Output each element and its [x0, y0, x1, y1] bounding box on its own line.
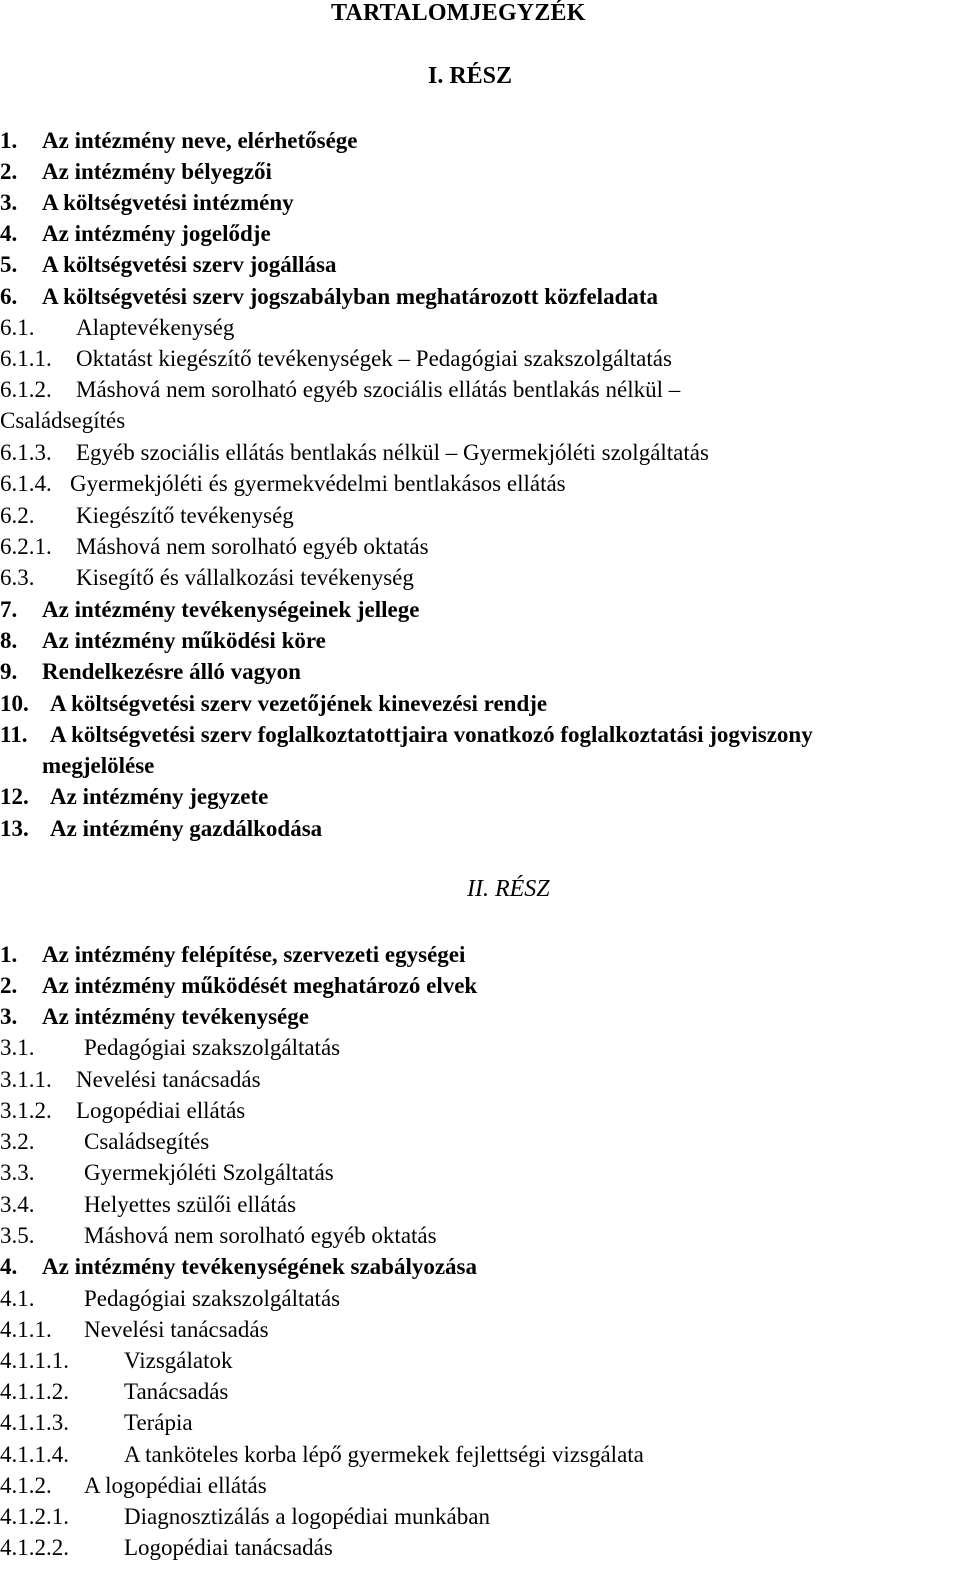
toc-entry-title: Az intézmény tevékenysége [42, 1004, 309, 1029]
toc-entry-title: Logopédiai tanácsadás [124, 1535, 333, 1560]
toc-entry-title: Helyettes szülői ellátás [84, 1192, 297, 1217]
toc-entry-title: Diagnosztizálás a logopédiai munkában [124, 1504, 490, 1529]
toc-entry-title: Az intézmény működési köre [42, 628, 326, 653]
toc-entry-title: A költségvetési szerv foglalkoztatottjaira vonatkozó foglalkoztatási jogviszony [50, 722, 813, 747]
toc-entry-number: 6. [0, 284, 18, 309]
toc-entry-title: Az intézmény jogelődje [42, 221, 271, 246]
toc-entry-number: 6.1.3. [0, 440, 52, 465]
toc-entry-number: 5. [0, 252, 18, 277]
toc-entry-number: 4.1. [0, 1286, 35, 1311]
toc-entry-title: Logopédiai ellátás [76, 1098, 246, 1123]
toc-entry-title: Az intézmény neve, elérhetősége [42, 128, 358, 153]
toc-entry-title: A költségvetési szerv vezetőjének kinevezési rendje [50, 691, 548, 716]
toc-entry-number: 4.1.1. [0, 1317, 52, 1342]
toc-entry-title: Az intézmény tevékenységeinek jellege [42, 597, 420, 622]
toc-entry-number: 4. [0, 221, 18, 246]
toc-entry-number: 10. [0, 691, 29, 716]
toc-entry-title: A költségvetési szerv jogállása [42, 252, 337, 277]
toc-entry-number: 6.1. [0, 315, 35, 340]
toc-entry-number: 3.5. [0, 1223, 35, 1248]
toc-entry-title: Gyermekjóléti és gyermekvédelmi bentlakásos ellátás [70, 471, 566, 496]
toc-entry-number: 3.1. [0, 1035, 35, 1060]
toc-entry-number: 3.4. [0, 1192, 35, 1217]
toc-entry-number: 6.1.4. [0, 471, 52, 496]
toc-entry-title: Rendelkezésre álló vagyon [42, 659, 301, 684]
toc-entry-number: 3.3. [0, 1160, 35, 1185]
toc-entry-number: 3. [0, 190, 18, 215]
toc-entry-title: Az intézmény jegyzete [50, 784, 269, 809]
toc-entry-title: Kisegítő és vállalkozási tevékenység [76, 565, 414, 590]
toc-entry-title: Az intézmény felépítése, szervezeti egységei [42, 942, 466, 967]
toc-entry-title: Máshová nem sorolható egyéb szociális ellátás bentlakás nélkül – [76, 377, 681, 402]
toc-entry-number: 1. [0, 942, 18, 967]
toc-entry-number: 6.3. [0, 565, 35, 590]
toc-entry-title: Oktatást kiegészítő tevékenységek – Pedagógiai szakszolgáltatás [76, 346, 672, 371]
toc-entry-number: 4.1.1.4. [0, 1442, 69, 1467]
toc-entry-title: megjelölése [42, 753, 155, 778]
toc-entry-title: Vizsgálatok [124, 1348, 233, 1373]
toc-entry-number: 13. [0, 816, 29, 841]
toc-entry-number: 6.1.2. [0, 377, 52, 402]
toc-entry-title: Kiegészítő tevékenység [76, 503, 294, 528]
toc-entry-number: 6.1.1. [0, 346, 52, 371]
toc-entry-title: Családsegítés [0, 408, 126, 433]
toc-entry-title: Egyéb szociális ellátás bentlakás nélkül – Gyermekjóléti szolgáltatás [76, 440, 709, 465]
toc-entry-title: Az intézmény működését meghatározó elvek [42, 973, 478, 998]
toc-entry-number: 3. [0, 1004, 18, 1029]
toc-entry-title: A tanköteles korba lépő gyermekek fejlettségi vizsgálata [124, 1442, 644, 1467]
toc-entry-number: 3.2. [0, 1129, 35, 1154]
toc-entry-title: Pedagógiai szakszolgáltatás [84, 1035, 341, 1060]
toc-entry-title: Az intézmény gazdálkodása [50, 816, 323, 841]
toc-entry-number: 6.2. [0, 503, 35, 528]
toc-entry-title: A logopédiai ellátás [84, 1473, 267, 1498]
toc-entry-number: 2. [0, 973, 18, 998]
toc-entry-title: Máshová nem sorolható egyéb oktatás [76, 534, 429, 559]
toc-entry-number: 4.1.2.1. [0, 1504, 69, 1529]
toc-entry-number: 3.1.1. [0, 1067, 52, 1092]
toc-entry-title: Az intézmény tevékenységének szabályozása [42, 1254, 478, 1279]
toc-entry-number: 4. [0, 1254, 18, 1279]
toc-entry-title: Tanácsadás [124, 1379, 229, 1404]
toc-entry-title: Máshová nem sorolható egyéb oktatás [84, 1223, 437, 1248]
toc-entry-number: 4.1.1.3. [0, 1410, 69, 1435]
toc-entry-number: 3.1.2. [0, 1098, 52, 1123]
toc-entry-number: 7. [0, 597, 18, 622]
toc-entry-title: A költségvetési szerv jogszabályban meghatározott közfeladata [42, 284, 659, 309]
toc-entry-number: 1. [0, 128, 18, 153]
toc-entry-number: 8. [0, 628, 18, 653]
toc-entry-title: Az intézmény bélyegzői [42, 159, 272, 184]
toc-entry-number: 9. [0, 659, 18, 684]
toc-entry-number: 2. [0, 159, 18, 184]
toc-entry-title: Gyermekjóléti Szolgáltatás [84, 1160, 334, 1185]
toc-entry-number: 11. [0, 722, 28, 747]
toc-entry-title: Terápia [124, 1410, 193, 1435]
toc-entry-title: Nevelési tanácsadás [84, 1317, 269, 1342]
toc-entry-title: Alaptevékenység [76, 315, 235, 340]
part-1-heading: I. RÉSZ [428, 63, 513, 89]
toc-entry-number: 4.1.2. [0, 1473, 52, 1498]
part-2-heading: II. RÉSZ [467, 876, 550, 902]
toc-entry-number: 12. [0, 784, 29, 809]
document-title: TARTALOMJEGYZÉK [331, 0, 586, 26]
toc-entry-number: 4.1.1.1. [0, 1348, 69, 1373]
toc-entry-number: 4.1.2.2. [0, 1535, 69, 1560]
toc-entry-number: 6.2.1. [0, 534, 52, 559]
toc-entry-title: Pedagógiai szakszolgáltatás [84, 1286, 341, 1311]
toc-entry-title: A költségvetési intézmény [42, 190, 294, 215]
toc-entry-title: Nevelési tanácsadás [76, 1067, 261, 1092]
toc-entry-number: 4.1.1.2. [0, 1379, 69, 1404]
toc-entry-title: Családsegítés [84, 1129, 210, 1154]
